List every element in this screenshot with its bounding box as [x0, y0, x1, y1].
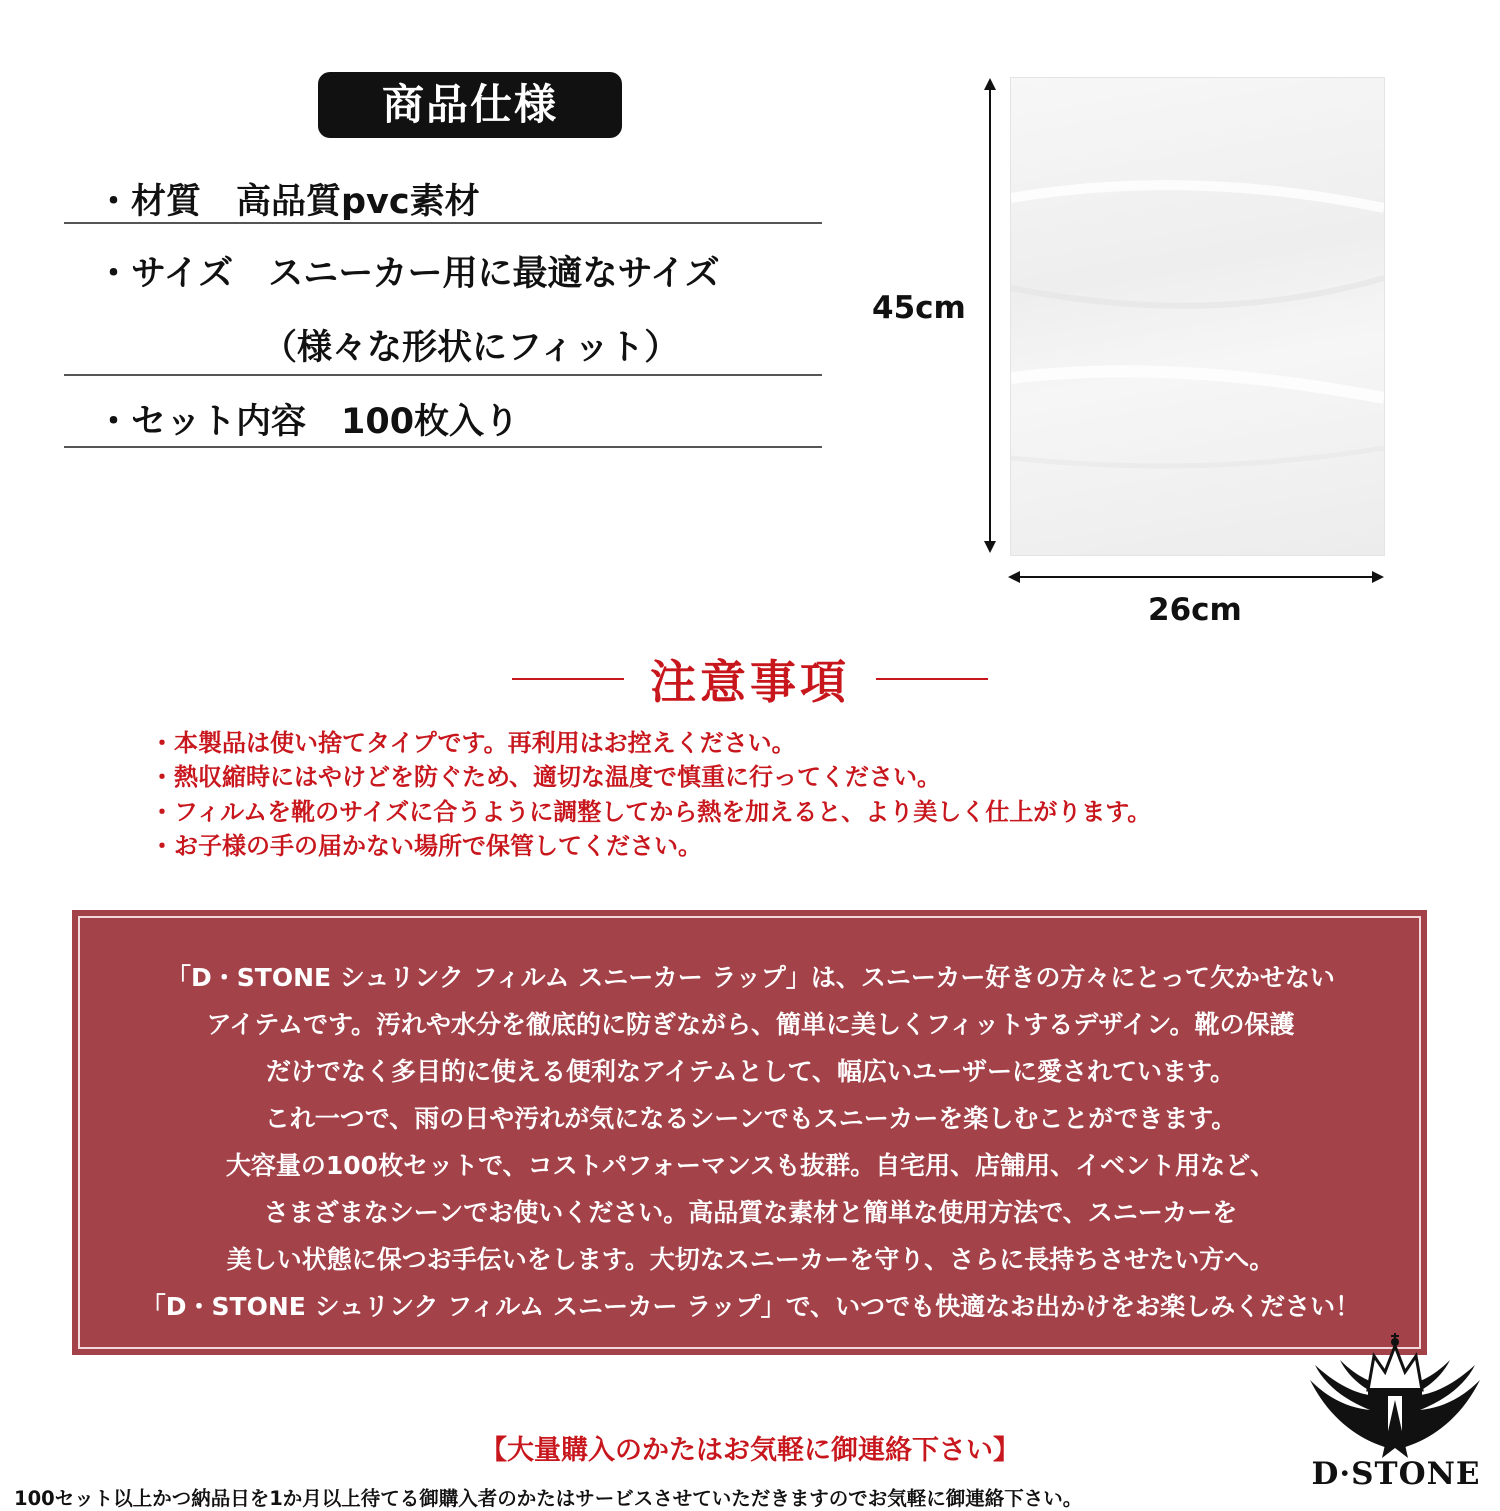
description-line: だけでなく多目的に使える便利なアイテムとして、幅広いユーザーに愛されています。 — [265, 1057, 1235, 1086]
height-label: 45cm — [872, 290, 966, 326]
description-line: 大容量の100枚セットで、コストパフォーマンスも抜群。自宅用、店舗用、イベント用など、 — [225, 1151, 1276, 1180]
description-frame — [78, 916, 1421, 1349]
shrink-film-image — [1010, 77, 1385, 556]
caution-rule-right — [876, 678, 988, 680]
height-dimension-arrow — [975, 78, 1005, 553]
brand-logo-text: D·STONE — [1311, 1456, 1481, 1492]
caution-title: 注意事項 — [650, 655, 850, 709]
spec-contents: ・セット内容 100枚入り — [96, 402, 520, 442]
description-line: これ一つで、雨の日や汚れが気になるシーンでもスニーカーを楽しむことができます。 — [264, 1104, 1237, 1133]
bulk-purchase-note: 100セット以上かつ納品日を1か月以上待てる御購入者のかたはサービスさせていただきますのでお気軽に御連絡下さい。 — [14, 1487, 1083, 1510]
spec-title: 商品仕様 — [318, 72, 622, 138]
width-dimension-arrow — [1008, 562, 1384, 592]
description-line: アイテムです。汚れや水分を徹底的に防ぎながら、簡単に美しくフィットするデザイン。靴の保護 — [206, 1010, 1295, 1039]
description-line: さまざまなシーンでお使いください。高品質な素材と簡単な使用方法で、スニーカーを — [263, 1198, 1238, 1227]
spec-divider — [64, 374, 822, 376]
caution-item: ・熱収縮時にはやけどを防ぐため、適切な温度で慎重に行ってください。 — [150, 763, 942, 791]
width-label: 26cm — [1148, 592, 1242, 628]
description-box — [72, 910, 1427, 1355]
spec-divider — [64, 222, 822, 224]
spec-material: ・材質 高品質pvc素材 — [96, 182, 480, 222]
spec-size: ・サイズ スニーカー用に最適なサイズ — [96, 254, 720, 294]
film-wrinkles — [1011, 78, 1384, 555]
spec-size-note: （様々な形状にフィット） — [262, 328, 680, 368]
description-line: 「D・STONE シュリンク フィルム スニーカー ラップ」は、スニーカー好きの方々にとって欠かせない — [166, 963, 1335, 992]
description-line: 美しい状態に保つお手伝いをします。大切なスニーカーを守り、さらに長持ちさせたい方へ。 — [226, 1245, 1275, 1274]
description-line: 「D・STONE シュリンク フィルム スニーカー ラップ」で、いつでも快適なお出かけをお楽しみください！ — [140, 1292, 1361, 1321]
spec-divider — [64, 446, 822, 448]
caution-item: ・本製品は使い捨てタイプです。再利用はお控えください。 — [150, 729, 796, 757]
bulk-purchase-title: 【大量購入のかたはお気軽に御連絡下さい】 — [480, 1435, 1020, 1466]
caution-item: ・お子様の手の届かない場所で保管してください。 — [150, 832, 702, 860]
caution-item: ・フィルムを靴のサイズに合うように調整してから熱を加えると、より美しく仕上がります。 — [150, 798, 1152, 826]
